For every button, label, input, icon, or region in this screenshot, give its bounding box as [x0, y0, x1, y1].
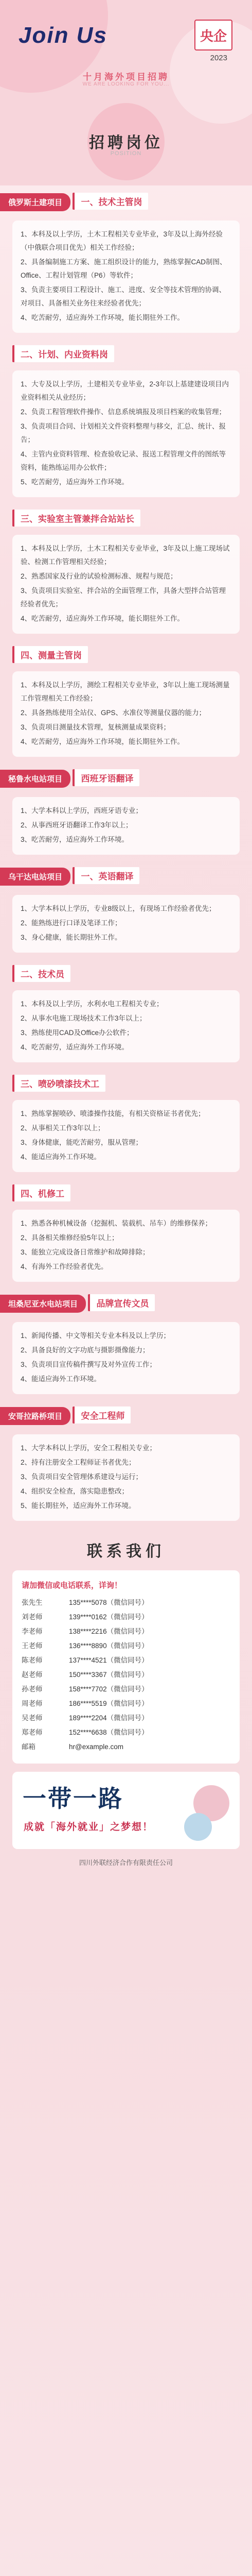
requirement-line: 1、新闻传播、中文等相关专业本科及以上学历；: [21, 1332, 171, 1340]
project-header: 乌干达电站项目: [0, 868, 70, 886]
role-card: [12, 535, 240, 634]
role-title: 西班牙语翻译: [73, 769, 139, 786]
role-card: [12, 370, 240, 497]
contact-row: [22, 1711, 230, 1725]
requirement-line: 3、负责项目宣传稿件撰写及对外宣传工作；: [21, 1361, 157, 1368]
role-title: 二、技术员: [12, 965, 70, 982]
contact-name: 李老师: [22, 1628, 43, 1635]
contact-name: 刘老师: [22, 1613, 43, 1621]
contact-row: [22, 1697, 230, 1711]
contact-name: 王老师: [22, 1642, 43, 1650]
role-card: [12, 221, 240, 333]
contact-row: [22, 1668, 230, 1682]
role-title: 一、技术主管岗: [73, 193, 148, 210]
role-title: 二、计划、内业资料岗: [12, 345, 114, 362]
requirement-line: 3、负责项目安全管理体系建设与运行；: [21, 1473, 143, 1481]
company-logo: 央企: [194, 20, 232, 50]
contact-row: [22, 1740, 230, 1754]
contact-phone[interactable]: 158****7702（微信同号）: [69, 1685, 149, 1693]
requirement-line: 4、吃苦耐劳，适应海外工作环境，能长期驻外工作。: [21, 314, 185, 321]
requirement-line: 4、吃苦耐劳，适应海外工作环境。: [21, 1043, 129, 1051]
requirement-line: 2、具备良好的文字功底与摄影摄像能力；: [21, 1346, 150, 1354]
requirement-line: 3、吃苦耐劳，适应海外工作环境。: [21, 836, 129, 843]
role-title: 三、喷砂喷漆技术工: [12, 1075, 105, 1092]
hero-header: [0, 0, 252, 185]
contact-row: [22, 1725, 230, 1740]
contact-name: 郑老师: [22, 1728, 43, 1736]
contact-row: [22, 1610, 230, 1624]
role-title: 三、实验室主管兼拌合站站长: [12, 510, 140, 527]
contact-phone[interactable]: 135****5078（微信同号）: [69, 1599, 149, 1606]
join-us-title: Join Us: [19, 23, 107, 48]
requirement-line: 3、负责项目实验室、拌合站的全面管理工作，具备大型拌合站管理经验者优先；: [21, 587, 226, 608]
contact-phone[interactable]: 139****0162（微信同号）: [69, 1613, 149, 1621]
contact-name: 孙老师: [22, 1685, 43, 1693]
requirement-line: 2、从事西班牙语翻译工作3年以上；: [21, 821, 133, 829]
requirement-line: 3、负责项目测量技术管理，复核测量成果资料；: [21, 723, 171, 731]
contact-phone[interactable]: 189****2204（微信同号）: [69, 1714, 149, 1722]
requirement-line: 2、具备编制施工方案、施工组织设计的能力，熟练掌握CAD制图、Office、工程计划管理（P6）等软件；: [21, 258, 227, 279]
requirement-line: 1、大学本科以上学历，安全工程相关专业；: [21, 1444, 157, 1452]
contact-row: [22, 1624, 230, 1639]
requirement-line: 4、组织安全检查，落实隐患整改；: [21, 1487, 129, 1495]
tagline-sub: WE ARE LOOKING FOR YOU...: [82, 81, 170, 87]
role-card: [12, 1210, 240, 1282]
banner-title: 一带一路: [23, 1785, 123, 1812]
contact-email[interactable]: hr@example.com: [69, 1743, 123, 1751]
requirement-line: 2、从事相关工作3年以上；: [21, 1124, 105, 1132]
role-title: 安全工程师: [73, 1406, 131, 1423]
company-name: 四川外联经济合作有限责任公司: [79, 1859, 173, 1867]
contact-name: 赵老师: [22, 1671, 43, 1679]
role-title: 一、英语翻译: [73, 867, 139, 884]
requirement-line: 4、吃苦耐劳，适应海外工作环境，能长期驻外工作。: [21, 738, 185, 745]
contact-phone[interactable]: 152****6638（微信同号）: [69, 1728, 149, 1736]
banner-slogan: 成就「海外就业」之梦想！: [24, 1822, 154, 1833]
requirement-line: 1、本科及以上学历，水利水电工程相关专业；: [21, 1000, 164, 1008]
requirement-line: 1、本科及以上学历，测绘工程相关专业毕业，3年以上施工现场测量工作管理相关工作经验；: [21, 681, 230, 702]
contact-head: 请加微信或电话联系，详询！: [22, 1581, 122, 1590]
requirement-line: 4、有海外工作经验者优先。: [21, 1263, 108, 1270]
tagline: 十月海外项目招聘: [83, 72, 169, 82]
requirement-line: 2、熟悉国家及行业的试验检测标准、规程与规范；: [21, 572, 177, 580]
project-header: 坦桑尼亚水电站项目: [0, 1295, 86, 1313]
role-title: 四、测量主管岗: [12, 646, 88, 663]
role-card: [12, 895, 240, 953]
contact-name: 陈老师: [22, 1656, 43, 1664]
positions-content: [0, 185, 252, 1764]
contact-phone[interactable]: 137****4521（微信同号）: [69, 1656, 149, 1664]
project-header: 安哥拉路桥项目: [0, 1407, 70, 1425]
requirement-line: 1、熟练掌握喷砂、喷漆操作技能，有相关资格证书者优先；: [21, 1110, 205, 1117]
role-card: [12, 990, 240, 1062]
contact-row: [22, 1639, 230, 1653]
role-card: [12, 1100, 240, 1172]
contact-name: 张先生: [22, 1599, 43, 1606]
project-header: 俄罗斯土建项目: [0, 193, 70, 211]
contact-phone[interactable]: 150****3367（微信同号）: [69, 1671, 149, 1679]
requirement-line: 4、吃苦耐劳，适应海外工作环境，能长期驻外工作。: [21, 615, 185, 622]
role-card: [12, 1434, 240, 1521]
requirement-line: 2、具备相关维修经验5年以上；: [21, 1234, 119, 1242]
requirement-line: 3、负责主要项目工程设计、施工、进度、安全等技术管理的协调、对项目、具备相关业务往来经验者优先；: [21, 286, 226, 307]
requirement-line: 1、大学本科以上学历，专业8级以上，有现场工作经验者优先；: [21, 905, 216, 912]
contact-phone[interactable]: 186****5519（微信同号）: [69, 1700, 149, 1707]
contact-name: 周老师: [22, 1700, 43, 1707]
contact-name: 邮箱: [22, 1743, 35, 1751]
requirement-line: 2、负责工程管理软件操作、信息系统填报及项目档案的收集管理；: [21, 408, 226, 416]
role-title: 四、机修工: [12, 1184, 70, 1201]
requirement-line: 1、本科及以上学历，土木工程相关专业毕业，3年及以上施工现场试验、检测工作管理相关经验；: [21, 545, 230, 566]
requirement-line: 2、从事水电施工现场技术工作3年以上；: [21, 1014, 147, 1022]
requirement-line: 4、能适应海外工作环境。: [21, 1153, 101, 1161]
contact-phone[interactable]: 136****8890（微信同号）: [69, 1642, 149, 1650]
requirement-line: 2、能熟练进行口译及笔译工作；: [21, 919, 122, 927]
requirement-line: 5、能长期驻外，适应海外工作环境。: [21, 1502, 136, 1510]
requirement-line: 1、大专及以上学历，土建相关专业毕业，2-3年以上基建建设项目内业资料相关从业经历；: [21, 380, 229, 401]
contact-row: [22, 1682, 230, 1697]
contact-name: 吴老师: [22, 1714, 43, 1722]
positions-subtitle: POSITION: [110, 150, 142, 157]
requirement-line: 3、熟练使用CAD及Office办公软件；: [21, 1029, 134, 1037]
role-card: [12, 797, 240, 855]
requirement-line: 1、熟悉各种机械设备（挖掘机、装载机、吊车）的维修保养；: [21, 1219, 212, 1227]
requirement-line: 3、负责项目合同、计划相关文件资料整理与移交，汇总、统计、报告；: [21, 422, 226, 444]
requirement-line: 1、本科及以上学历，土木工程相关专业毕业，3年及以上海外经验（中俄联合项目优先）相关工作经验；: [21, 230, 223, 251]
requirement-line: 2、持有注册安全工程师证书者优先；: [21, 1459, 136, 1466]
belt-road-banner: [12, 1772, 240, 1849]
year-label: 2023: [210, 54, 227, 62]
requirement-line: 3、能独立完成设备日常维护和故障排除；: [21, 1248, 150, 1256]
requirement-line: 4、能适应海外工作环境。: [21, 1375, 101, 1383]
requirement-line: 4、主管内业资料管理、检查验收记录、报送工程管理文件的图纸等资料，能熟练运用办公软件；: [21, 450, 226, 471]
requirement-line: 5、吃苦耐劳，适应海外工作环境。: [21, 478, 129, 486]
contact-title: 联系我们: [87, 1543, 165, 1560]
contact-row: [22, 1653, 230, 1668]
requirement-line: 3、身心健康，能长期驻外工作。: [21, 934, 122, 941]
contact-row: [22, 1596, 230, 1610]
project-header: 秘鲁水电站项目: [0, 770, 70, 788]
role-card: [12, 1322, 240, 1394]
requirement-line: 1、大学本科以上学历，西班牙语专业；: [21, 807, 143, 815]
decor-circle: [184, 1813, 212, 1841]
role-card: [12, 671, 240, 757]
requirement-line: 3、身体健康，能吃苦耐劳，服从管理；: [21, 1139, 143, 1146]
role-title: 品牌宣传文员: [88, 1294, 155, 1311]
contact-phone[interactable]: 138****2216（微信同号）: [69, 1628, 149, 1635]
positions-title: 招聘岗位: [89, 134, 163, 151]
contact-card: [12, 1570, 240, 1764]
requirement-line: 2、具备熟练使用全站仪、GPS、水准仪等测量仪器的能力；: [21, 709, 206, 717]
